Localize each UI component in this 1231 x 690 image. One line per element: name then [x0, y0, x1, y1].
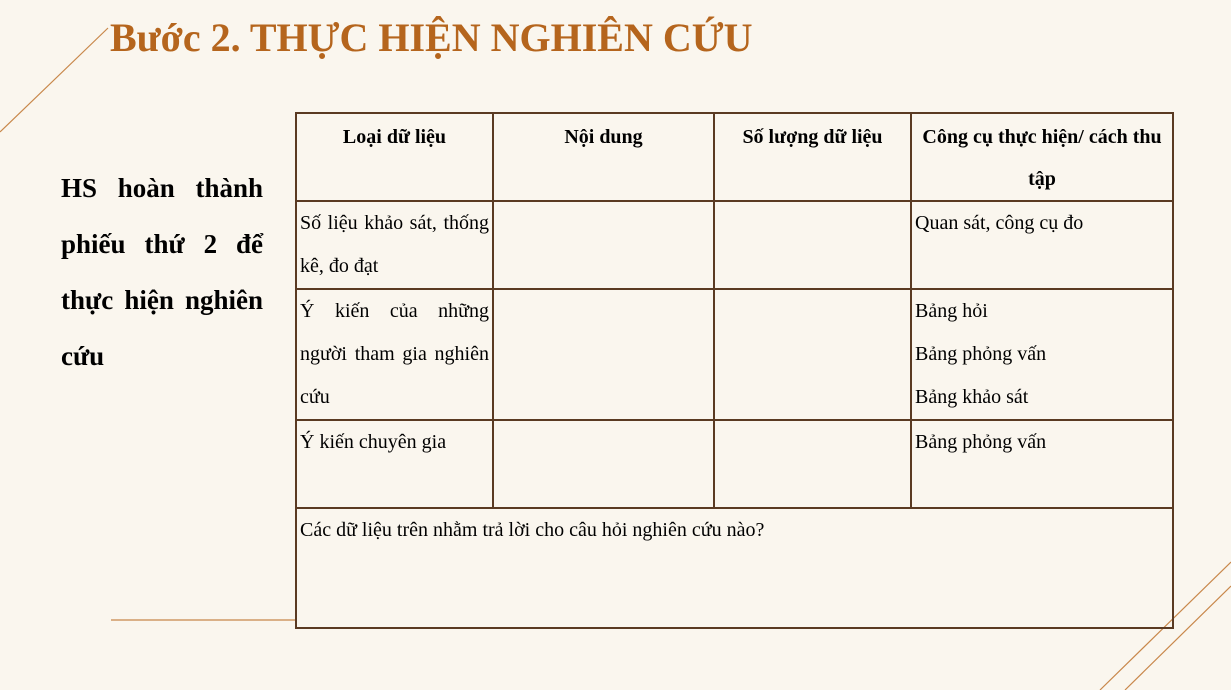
- cell-data-type: Ý kiến chuyên gia: [296, 420, 493, 508]
- table-row: [296, 420, 1173, 508]
- cell-content: [493, 201, 714, 289]
- research-table: [295, 112, 1174, 629]
- instruction-text: HS hoàn thành phiếu thứ 2 để thực hiện nghiên cứu: [61, 173, 263, 371]
- cell-data-type: Ý kiến của những người tham gia nghiên cứu: [296, 289, 493, 420]
- cell-count: [714, 289, 911, 420]
- tool-item: Bảng hỏi: [915, 300, 988, 322]
- cell-tools: [911, 420, 1173, 508]
- cell-content: [493, 420, 714, 508]
- cell-content: [493, 289, 714, 420]
- top-left-diagonal-line: [0, 28, 108, 132]
- tool-item: Bảng phỏng vấn: [915, 343, 1047, 365]
- table-footer-row: [296, 508, 1173, 628]
- table-row: [296, 201, 1173, 289]
- cell-count: [714, 420, 911, 508]
- cell-tools: [911, 201, 1173, 289]
- header-content: Nội dung: [493, 113, 714, 201]
- cell-count: [714, 201, 911, 289]
- header-data-count: Số lượng dữ liệu: [714, 113, 911, 201]
- table-header-row: [296, 113, 1173, 201]
- tool-item: Quan sát, công cụ đo: [915, 212, 1084, 234]
- tool-item: Bảng khảo sát: [915, 386, 1029, 408]
- header-data-type: Loại dữ liệu: [296, 113, 493, 201]
- cell-data-type: Số liệu khảo sát, thống kê, đo đạt: [296, 201, 493, 289]
- tool-item: Bảng phỏng vấn: [915, 431, 1047, 453]
- header-tools: Công cụ thực hiện/ cách thu tập: [911, 113, 1173, 201]
- table-row: [296, 289, 1173, 420]
- slide-title: Bước 2. THỰC HIỆN NGHIÊN CỨU: [110, 15, 753, 60]
- footer-question: Các dữ liệu trên nhằm trả lời cho câu hỏi nghiên cứu nào?: [296, 508, 1173, 628]
- cell-tools: [911, 289, 1173, 420]
